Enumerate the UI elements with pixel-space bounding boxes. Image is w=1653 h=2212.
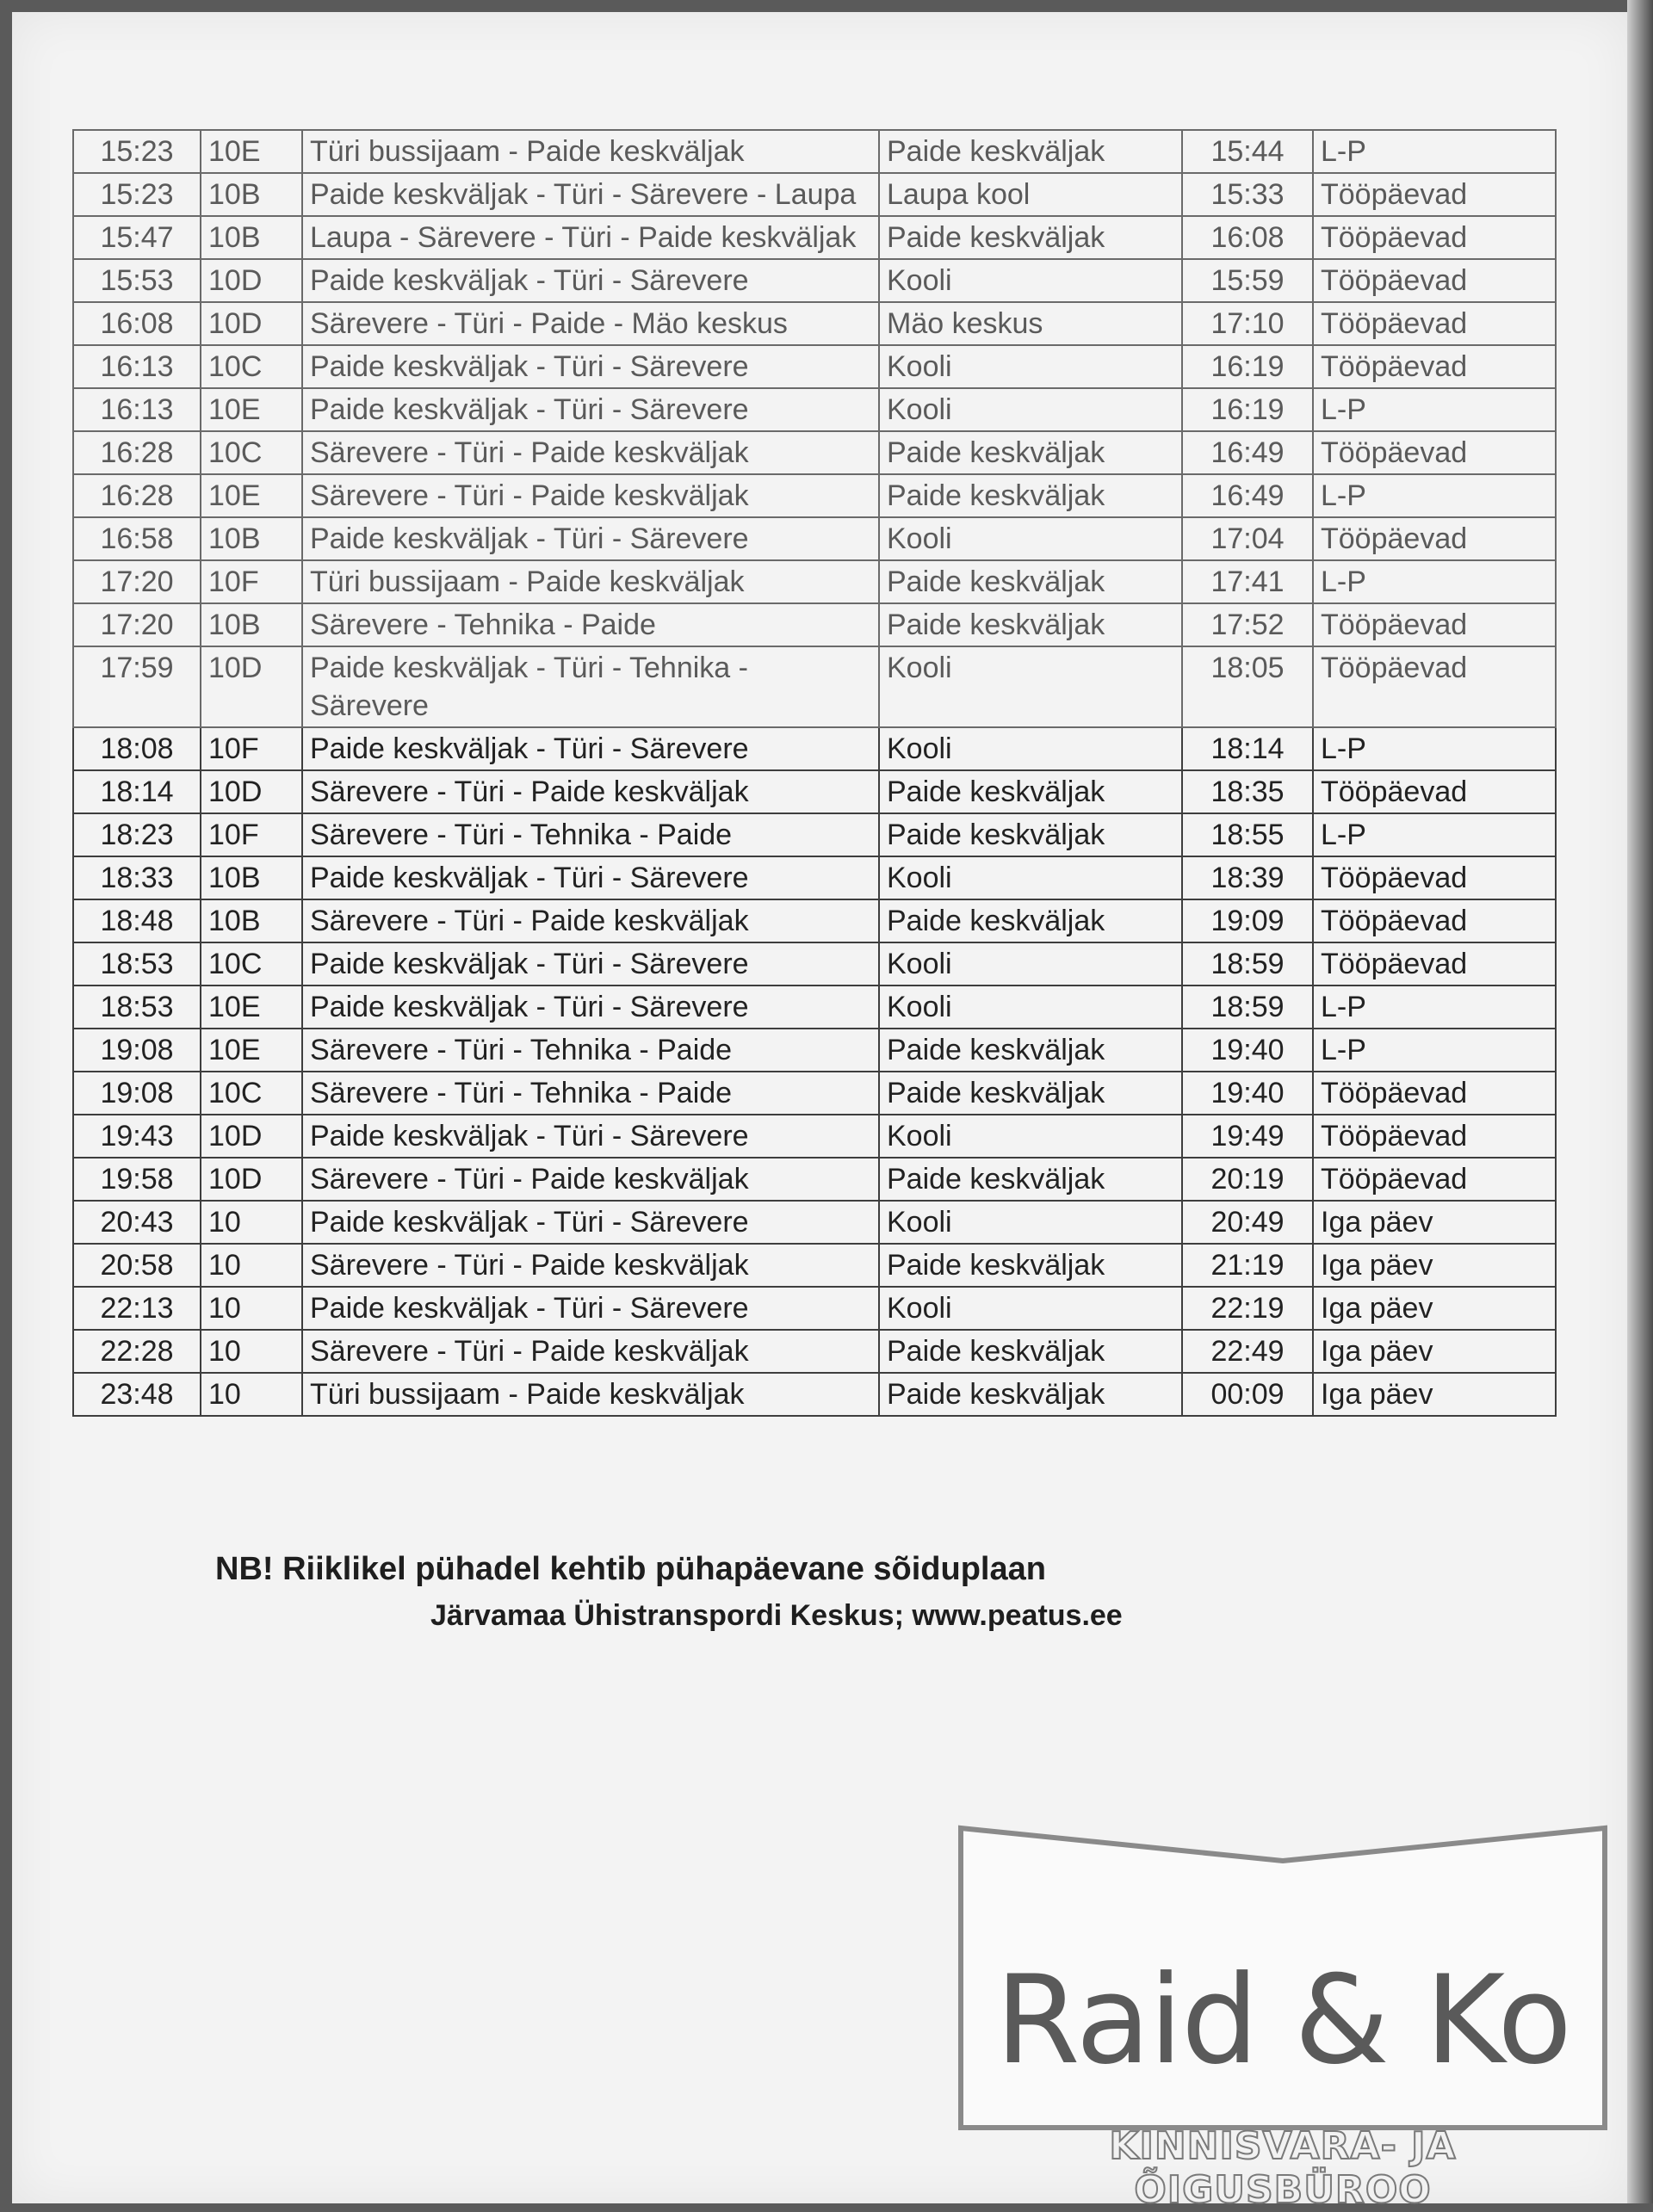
- departure-time: 20:58: [73, 1244, 201, 1287]
- arrival-time: 17:41: [1182, 560, 1313, 603]
- service-days: Tööpäevad: [1313, 345, 1556, 388]
- table-row: [73, 942, 1556, 986]
- route-number: 10E: [201, 388, 302, 431]
- service-days: Tööpäevad: [1313, 1158, 1556, 1201]
- service-days: L-P: [1313, 1029, 1556, 1072]
- departure-time: 15:23: [73, 130, 201, 173]
- table-row: [73, 1373, 1556, 1416]
- destination: Paide keskväljak: [879, 1373, 1182, 1416]
- service-days: Tööpäevad: [1313, 603, 1556, 646]
- table-row: [73, 216, 1556, 259]
- table-row: [73, 1029, 1556, 1072]
- service-days: L-P: [1313, 388, 1556, 431]
- destination: Laupa kool: [879, 173, 1182, 216]
- route-path: Särevere - Türi - Paide keskväljak: [302, 1158, 879, 1201]
- departure-time: 20:43: [73, 1201, 201, 1244]
- service-days: L-P: [1313, 130, 1556, 173]
- route-number: 10: [201, 1287, 302, 1330]
- destination: Kooli: [879, 646, 1182, 727]
- route-number: 10C: [201, 942, 302, 986]
- route-number: 10E: [201, 986, 302, 1029]
- route-number: 10B: [201, 899, 302, 942]
- destination: Kooli: [879, 856, 1182, 899]
- route-path: Särevere - Türi - Paide keskväljak: [302, 1330, 879, 1373]
- arrival-time: 18:55: [1182, 813, 1313, 856]
- route-number: 10D: [201, 770, 302, 813]
- departure-time: 18:14: [73, 770, 201, 813]
- route-path: Laupa - Särevere - Türi - Paide keskväljak: [302, 216, 879, 259]
- route-path: Särevere - Türi - Tehnika - Paide: [302, 1029, 879, 1072]
- departure-time: 16:08: [73, 302, 201, 345]
- departure-time: 17:20: [73, 560, 201, 603]
- destination: Paide keskväljak: [879, 216, 1182, 259]
- schedule-body: [73, 130, 1556, 1416]
- service-days: Iga päev: [1313, 1201, 1556, 1244]
- table-row: [73, 603, 1556, 646]
- arrival-time: 19:40: [1182, 1072, 1313, 1115]
- bus-schedule-table: [72, 129, 1557, 1417]
- arrival-time: 00:09: [1182, 1373, 1313, 1416]
- departure-time: 15:47: [73, 216, 201, 259]
- destination: Kooli: [879, 942, 1182, 986]
- arrival-time: 16:49: [1182, 431, 1313, 474]
- service-days: Iga päev: [1313, 1373, 1556, 1416]
- route-number: 10: [201, 1330, 302, 1373]
- destination: Paide keskväljak: [879, 1330, 1182, 1373]
- service-days: Tööpäevad: [1313, 259, 1556, 302]
- route-path: Paide keskväljak - Türi - Särevere: [302, 345, 879, 388]
- arrival-time: 18:39: [1182, 856, 1313, 899]
- route-number: 10B: [201, 216, 302, 259]
- table-row: [73, 813, 1556, 856]
- service-days: Tööpäevad: [1313, 942, 1556, 986]
- destination: Paide keskväljak: [879, 603, 1182, 646]
- table-row: [73, 259, 1556, 302]
- route-path: Paide keskväljak - Türi - Särevere: [302, 942, 879, 986]
- route-path: Türi bussijaam - Paide keskväljak: [302, 130, 879, 173]
- destination: Kooli: [879, 517, 1182, 560]
- departure-time: 19:58: [73, 1158, 201, 1201]
- departure-time: 18:23: [73, 813, 201, 856]
- service-days: Tööpäevad: [1313, 216, 1556, 259]
- departure-time: 16:58: [73, 517, 201, 560]
- table-row: [73, 986, 1556, 1029]
- arrival-time: 18:14: [1182, 727, 1313, 770]
- route-number: 10C: [201, 345, 302, 388]
- arrival-time: 17:04: [1182, 517, 1313, 560]
- table-row: [73, 1072, 1556, 1115]
- route-path: Türi bussijaam - Paide keskväljak: [302, 560, 879, 603]
- route-path: Särevere - Türi - Paide keskväljak: [302, 474, 879, 517]
- route-path: Paide keskväljak - Türi - Särevere: [302, 986, 879, 1029]
- table-row: [73, 345, 1556, 388]
- arrival-time: 18:59: [1182, 986, 1313, 1029]
- table-row: [73, 1287, 1556, 1330]
- table-row: [73, 388, 1556, 431]
- route-number: 10B: [201, 603, 302, 646]
- table-row: [73, 856, 1556, 899]
- destination: Paide keskväljak: [879, 1244, 1182, 1287]
- route-path: Särevere - Türi - Paide keskväljak: [302, 431, 879, 474]
- route-number: 10F: [201, 560, 302, 603]
- route-number: 10D: [201, 259, 302, 302]
- table-row: [73, 302, 1556, 345]
- route-path: Särevere - Türi - Paide keskväljak: [302, 899, 879, 942]
- page-edge-shadow: [1627, 0, 1653, 2203]
- logo-name: Raid & Ko: [994, 1949, 1571, 2092]
- source-credit: Järvamaa Ühistranspordi Keskus; www.peatus.ee: [430, 1599, 1123, 1632]
- service-days: L-P: [1313, 986, 1556, 1029]
- route-number: 10: [201, 1373, 302, 1416]
- route-number: 10B: [201, 856, 302, 899]
- route-number: 10D: [201, 646, 302, 727]
- route-path: Särevere - Türi - Paide - Mäo keskus: [302, 302, 879, 345]
- destination: Paide keskväljak: [879, 1072, 1182, 1115]
- route-path: Särevere - Türi - Tehnika - Paide: [302, 1072, 879, 1115]
- route-number: 10E: [201, 1029, 302, 1072]
- departure-time: 16:13: [73, 388, 201, 431]
- service-days: Iga päev: [1313, 1330, 1556, 1373]
- service-days: Tööpäevad: [1313, 1115, 1556, 1158]
- departure-time: 17:59: [73, 646, 201, 727]
- service-days: Iga päev: [1313, 1244, 1556, 1287]
- departure-time: 15:23: [73, 173, 201, 216]
- table-row: [73, 646, 1556, 727]
- departure-time: 16:28: [73, 474, 201, 517]
- route-path: Paide keskväljak - Türi - Tehnika - Särevere: [302, 646, 879, 727]
- destination: Kooli: [879, 1201, 1182, 1244]
- raid-ko-logo: [957, 1825, 1608, 2212]
- table-row: [73, 474, 1556, 517]
- route-path: Paide keskväljak - Türi - Särevere: [302, 1115, 879, 1158]
- arrival-time: 17:52: [1182, 603, 1313, 646]
- service-days: Tööpäevad: [1313, 1072, 1556, 1115]
- route-path: Paide keskväljak - Türi - Särevere - Laupa: [302, 173, 879, 216]
- destination: Paide keskväljak: [879, 899, 1182, 942]
- route-path: Türi bussijaam - Paide keskväljak: [302, 1373, 879, 1416]
- arrival-time: 16:19: [1182, 388, 1313, 431]
- route-path: Särevere - Türi - Paide keskväljak: [302, 1244, 879, 1287]
- arrival-time: 18:35: [1182, 770, 1313, 813]
- arrival-time: 21:19: [1182, 1244, 1313, 1287]
- service-days: Tööpäevad: [1313, 856, 1556, 899]
- service-days: L-P: [1313, 560, 1556, 603]
- table-row: [73, 1330, 1556, 1373]
- service-days: Tööpäevad: [1313, 770, 1556, 813]
- service-days: L-P: [1313, 813, 1556, 856]
- arrival-time: 22:19: [1182, 1287, 1313, 1330]
- departure-time: 23:48: [73, 1373, 201, 1416]
- destination: Paide keskväljak: [879, 130, 1182, 173]
- route-path: Särevere - Tehnika - Paide: [302, 603, 879, 646]
- route-path: Paide keskväljak - Türi - Särevere: [302, 856, 879, 899]
- table-row: [73, 560, 1556, 603]
- arrival-time: 18:05: [1182, 646, 1313, 727]
- route-path: Paide keskväljak - Türi - Särevere: [302, 1201, 879, 1244]
- arrival-time: 16:08: [1182, 216, 1313, 259]
- route-number: 10D: [201, 1115, 302, 1158]
- table-row: [73, 899, 1556, 942]
- service-days: L-P: [1313, 727, 1556, 770]
- route-number: 10: [201, 1244, 302, 1287]
- holiday-note: NB! Riiklikel pühadel kehtib pühapäevane sõiduplaan: [215, 1551, 1046, 1587]
- route-number: 10F: [201, 727, 302, 770]
- route-path: Paide keskväljak - Türi - Särevere: [302, 517, 879, 560]
- route-number: 10B: [201, 517, 302, 560]
- route-path: Paide keskväljak - Türi - Särevere: [302, 1287, 879, 1330]
- arrival-time: 20:49: [1182, 1201, 1313, 1244]
- route-number: 10D: [201, 302, 302, 345]
- route-number: 10C: [201, 1072, 302, 1115]
- route-number: 10E: [201, 474, 302, 517]
- destination: Mäo keskus: [879, 302, 1182, 345]
- departure-time: 18:53: [73, 942, 201, 986]
- table-row: [73, 431, 1556, 474]
- service-days: Tööpäevad: [1313, 899, 1556, 942]
- departure-time: 19:08: [73, 1029, 201, 1072]
- table-row: [73, 1201, 1556, 1244]
- destination: Paide keskväljak: [879, 1158, 1182, 1201]
- arrival-time: 20:19: [1182, 1158, 1313, 1201]
- destination: Kooli: [879, 1287, 1182, 1330]
- route-number: 10C: [201, 431, 302, 474]
- destination: Kooli: [879, 388, 1182, 431]
- departure-time: 18:08: [73, 727, 201, 770]
- table-row: [73, 517, 1556, 560]
- departure-time: 18:33: [73, 856, 201, 899]
- departure-time: 18:48: [73, 899, 201, 942]
- route-number: 10F: [201, 813, 302, 856]
- destination: Paide keskväljak: [879, 1029, 1182, 1072]
- table-row: [73, 173, 1556, 216]
- departure-time: 22:28: [73, 1330, 201, 1373]
- service-days: Tööpäevad: [1313, 517, 1556, 560]
- destination: Paide keskväljak: [879, 770, 1182, 813]
- route-path: Paide keskväljak - Türi - Särevere: [302, 727, 879, 770]
- service-days: Iga päev: [1313, 1287, 1556, 1330]
- route-path: Paide keskväljak - Türi - Särevere: [302, 388, 879, 431]
- route-number: 10B: [201, 173, 302, 216]
- service-days: Tööpäevad: [1313, 646, 1556, 727]
- departure-time: 15:53: [73, 259, 201, 302]
- table-row: [73, 1244, 1556, 1287]
- arrival-time: 16:49: [1182, 474, 1313, 517]
- departure-time: 19:43: [73, 1115, 201, 1158]
- destination: Kooli: [879, 259, 1182, 302]
- arrival-time: 19:49: [1182, 1115, 1313, 1158]
- departure-time: 22:13: [73, 1287, 201, 1330]
- destination: Paide keskväljak: [879, 560, 1182, 603]
- destination: Kooli: [879, 1115, 1182, 1158]
- service-days: Tööpäevad: [1313, 431, 1556, 474]
- arrival-time: 18:59: [1182, 942, 1313, 986]
- destination: Paide keskväljak: [879, 813, 1182, 856]
- route-number: 10D: [201, 1158, 302, 1201]
- arrival-time: 15:33: [1182, 173, 1313, 216]
- destination: Paide keskväljak: [879, 431, 1182, 474]
- table-row: [73, 1158, 1556, 1201]
- departure-time: 19:08: [73, 1072, 201, 1115]
- arrival-time: 22:49: [1182, 1330, 1313, 1373]
- service-days: L-P: [1313, 474, 1556, 517]
- table-row: [73, 770, 1556, 813]
- table-row: [73, 130, 1556, 173]
- table-row: [73, 1115, 1556, 1158]
- service-days: Tööpäevad: [1313, 173, 1556, 216]
- arrival-time: 15:59: [1182, 259, 1313, 302]
- service-days: Tööpäevad: [1313, 302, 1556, 345]
- route-number: 10E: [201, 130, 302, 173]
- table-row: [73, 727, 1556, 770]
- destination: Kooli: [879, 986, 1182, 1029]
- departure-time: 16:13: [73, 345, 201, 388]
- route-path: Särevere - Türi - Paide keskväljak: [302, 770, 879, 813]
- route-path: Särevere - Türi - Tehnika - Paide: [302, 813, 879, 856]
- arrival-time: 19:09: [1182, 899, 1313, 942]
- arrival-time: 17:10: [1182, 302, 1313, 345]
- destination: Kooli: [879, 345, 1182, 388]
- route-number: 10: [201, 1201, 302, 1244]
- destination: Paide keskväljak: [879, 474, 1182, 517]
- arrival-time: 15:44: [1182, 130, 1313, 173]
- departure-time: 16:28: [73, 431, 201, 474]
- route-path: Paide keskväljak - Türi - Särevere: [302, 259, 879, 302]
- arrival-time: 16:19: [1182, 345, 1313, 388]
- logo-tagline: KINNISVARA- JA ÕIGUSBÜROO: [1109, 2124, 1457, 2212]
- departure-time: 18:53: [73, 986, 201, 1029]
- departure-time: 17:20: [73, 603, 201, 646]
- destination: Kooli: [879, 727, 1182, 770]
- arrival-time: 19:40: [1182, 1029, 1313, 1072]
